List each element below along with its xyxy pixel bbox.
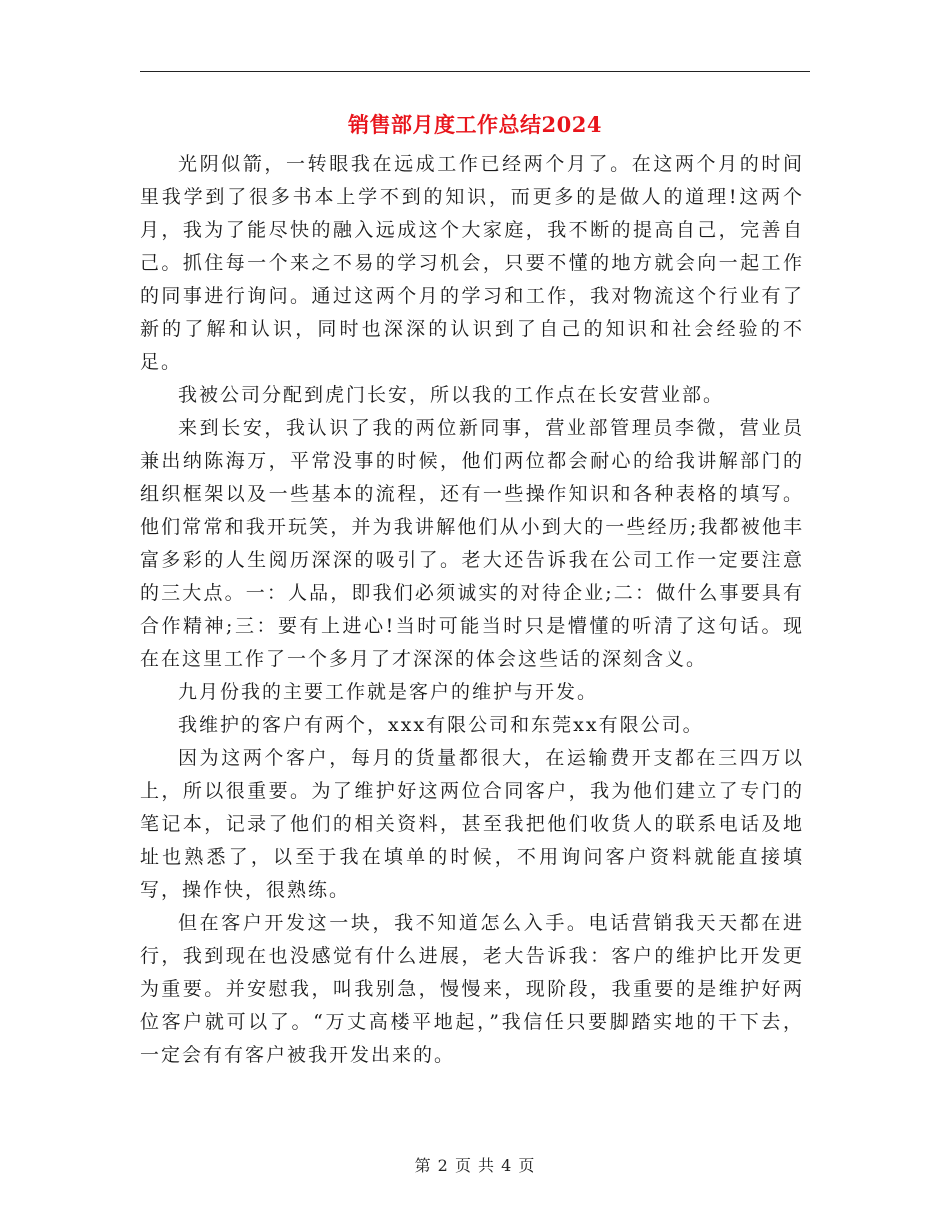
paragraph-1: 光阴似箭，一转眼我在远成工作已经两个月了。在这两个月的时间里我学到了很多书本上学不到的知识，而更多的是做人的道理!这两个月，我为了能尽快的融入远成这个大家庭，我不断的提高自己，完善自己。抓住每一个来之不易的学习机会，只要不懂的地方就会向一起工作的同事进行询问。通过这两个月的学习和工作，我对物流这个行业有了新的了解和认识，同时也深深的认识到了自己的知识和社会经验的不足。 (140, 153, 804, 373)
paragraph-7: 但在客户开发这一块，我不知道怎么入手。电话营销我天天都在进行，我到现在也没感觉有什么进展，老大告诉我：客户的维护比开发更为重要。并安慰我，叫我别急，慢慢来，现阶段，我重要的是维护好两位客户就可以了。“万丈高楼平地起，”我信任只要脚踏实地的干下去，一定会有有客户被我开发出来的。 (140, 912, 804, 1066)
header-rule (140, 71, 810, 72)
paragraph-4: 九月份我的主要工作就是客户的维护与开发。 (178, 681, 599, 703)
paragraph-3: 来到长安，我认识了我的两位新同事，营业部管理员李微，营业员兼出纳陈海万，平常没事的时候，他们两位都会耐心的给我讲解部门的组织框架以及一些基本的流程，还有一些操作知识和各种表格的填写。他们常常和我开玩笑，并为我讲解他们从小到大的一些经历;我都被他丰富多彩的人生阅历深深的吸引了。老大还告诉我在公司工作一定要注意的三大点。一：人品，即我们必须诚实的对待企业;二：做什么事要具有合作精神;三：要有上进心!当时可能当时只是懵懂的听清了这句话。现在在这里工作了一个多月了才深深的体会这些话的深刻含义。 (140, 417, 804, 670)
paragraph-6: 因为这两个客户，每月的货量都很大，在运输费开支都在三四万以上，所以很重要。为了维护好这两位合同客户，我为他们建立了专门的笔记本，记录了他们的相关资料，甚至我把他们收货人的联系电话及地址也熟悉了，以至于我在填单的时候，不用询问客户资料就能直接填写，操作快，很熟练。 (140, 747, 804, 901)
document-body (140, 148, 804, 1072)
paragraph-5: 我维护的客户有两个，xxx有限公司和东莞xx有限公司。 (178, 714, 704, 736)
page-number-footer: 第 2 页 共 4 页 (414, 1156, 536, 1175)
document-title: 销售部月度工作总结2024 (348, 112, 602, 137)
paragraph-2: 我被公司分配到虎门长安，所以我的工作点在长安营业部。 (178, 384, 725, 406)
